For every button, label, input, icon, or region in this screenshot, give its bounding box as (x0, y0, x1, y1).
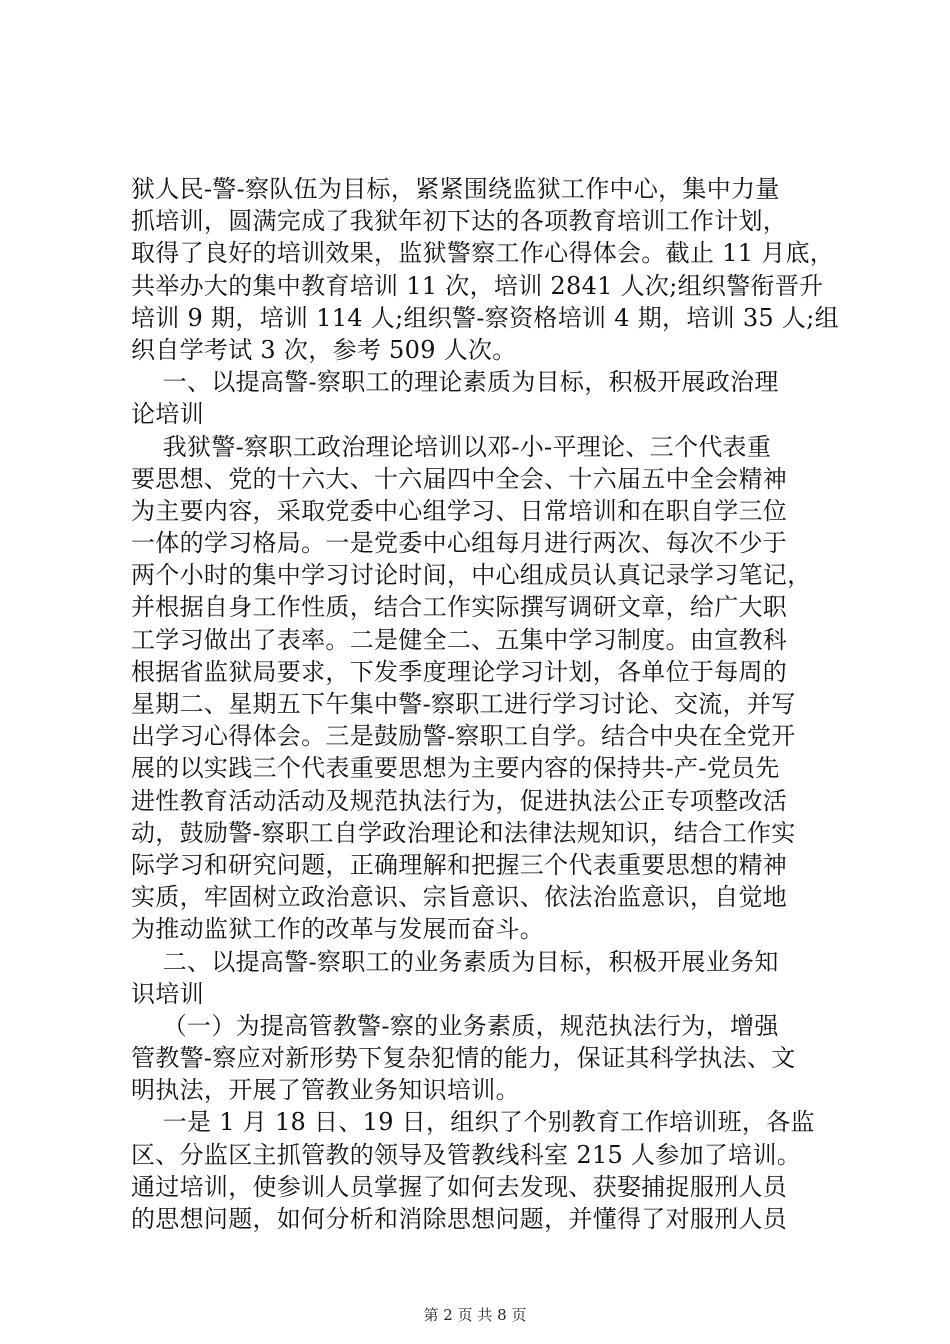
text-line: 工学习做出了表率。二是健全二、五集中学习制度。由宣教科 (131, 625, 788, 654)
text-line: 的思想问题，如何分析和消除思想问题，并懂得了对服刑人员 (131, 1205, 788, 1233)
text-line: 区、分监区主抓管教的领导及管教线科室 215 人参加了培训。 (131, 1140, 802, 1169)
text-line: 我狱警-察职工政治理论培训以邓-小-平理论、三个代表重 (131, 432, 772, 461)
text-line: 共举办大的集中教育培训 11 次，培训 2841 人次;组织警衔晋升 (131, 271, 824, 300)
text-line: 出学习心得体会。三是鼓励警-察职工自学。结合中央在全党开 (131, 722, 796, 751)
text-line: 取得了良好的培训效果，监狱警察工作心得体会。截止 11 月底， (131, 239, 835, 268)
text-line: 根据省监狱局要求，下发季度理论学习计划，各单位于每周的 (131, 657, 788, 686)
text-line: 通过培训，使参训人员掌握了如何去发现、获娶捕捉服刑人员 (131, 1172, 788, 1201)
text-line: 际学习和研究问题，正确理解和把握三个代表重要思想的精神 (131, 850, 788, 879)
text-line: 一是 1 月 18 日、19 日，组织了个别教育工作培训班，各监 (131, 1108, 815, 1137)
text-line: 培训 9 期，培训 114 人;组织警-察资格培训 4 期，培训 35 人;组 (131, 303, 839, 332)
text-line: 要思想、党的十六大、十六届四中全会、十六届五中全会精神 (131, 464, 788, 493)
text-line: 管教警-察应对新形势下复杂犯情的能力，保证其科学执法、文 (131, 1044, 796, 1073)
text-line: 动，鼓励警-察职工自学政治理论和法律法规知识，结合工作实 (131, 818, 796, 847)
text-line: 为主要内容，采取党委中心组学习、日常培训和在职自学三位 (131, 496, 788, 525)
text-line: 明执法，开展了管教业务知识培训。 (131, 1076, 520, 1105)
text-line: 一体的学习格局。一是党委中心组每月进行两次、每次不少于 (131, 529, 788, 558)
section-heading-line: 一、以提高警-察职工的理论素质为目标，积极开展政治理 (131, 368, 779, 397)
section-heading-line: 二、以提高警-察职工的业务素质为目标，积极开展业务知 (131, 947, 779, 976)
section-heading-line: 识培训 (131, 979, 204, 1008)
text-line: 并根据自身工作性质，结合工作实际撰写调研文章，给广大职 (131, 593, 788, 622)
text-line: 实质，牢固树立政治意识、宗旨意识、依法治监意识，自觉地 (131, 883, 788, 912)
text-line: 星期二、星期五下午集中警-察职工进行学习讨论、交流，并写 (131, 690, 796, 718)
text-line: 两个小时的集中学习讨论时间，中心组成员认真记录学习笔记， (131, 561, 812, 590)
text-line: 狱人民-警-察队伍为目标，紧紧围绕监狱工作中心，集中力量 (131, 175, 780, 203)
text-line: 抓培训，圆满完成了我狱年初下达的各项教育培训工作计划， (131, 207, 788, 236)
text-line: 织自学考试 3 次，参考 509 人次。 (131, 335, 517, 364)
page-footer: 第 2 页 共 8 页 (423, 1306, 527, 1324)
text-line: 为推动监狱工作的改革与发展而奋斗。 (131, 915, 545, 944)
text-line: 展的以实践三个代表重要思想为主要内容的保持共-产-党员先 (131, 754, 780, 783)
section-heading-line: 论培训 (131, 400, 204, 429)
text-line: 进性教育活动活动及规范执法行为，促进执法公正专项整改活 (131, 786, 788, 815)
body-text (131, 173, 839, 1235)
text-line: （一）为提高管教警-察的业务素质，规范执法行为，增强 (131, 1011, 779, 1040)
